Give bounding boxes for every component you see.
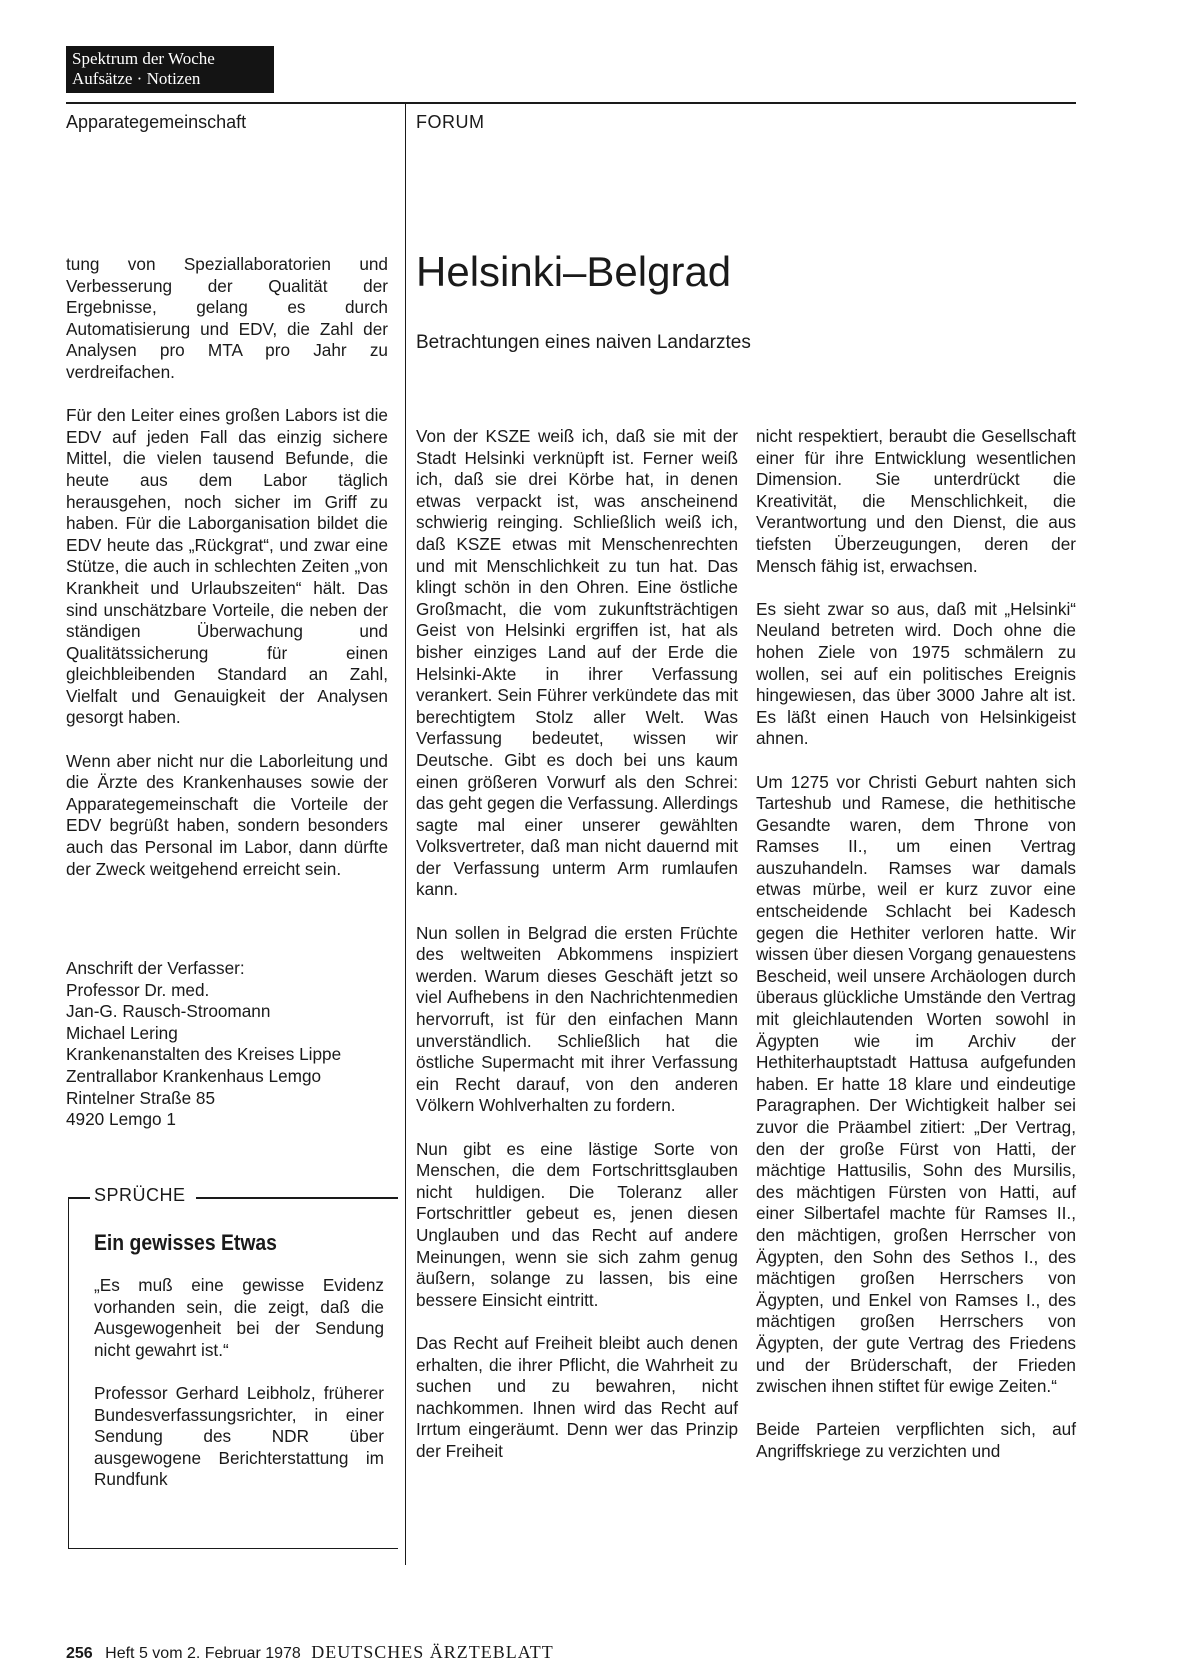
quote-box-label: SPRÜCHE: [94, 1185, 186, 1205]
right-paragraph: Um 1275 vor Christi Geburt nahten sich Tarteshub und Ramese, die hethitische Gesandte waren, dem Throne von Ramses II., um einen Vertrag auszuhandeln. Ramses war damals etwas mürbe, weil er kurz zuvor eine entscheidende Schlacht bei Kadesch gegen die Hethiter verloren hatte. Wir wissen über diesen Vorgang genauestens Bescheid, weil unsere Archäologen durch überaus glückliche Umstände den Vertrag mit gleichlautenden Worten sowohl in Ägypten wie im Archiv der Hethiterhauptstadt Hattusa aufgefunden haben. Er hatte 18 klare und eindeutige Paragraphen. Der Wichtigkeit halber sei zuvor die Präambel zitiert: „Der Vertrag, den der große Fürst von Hatti, der mächtige Hattusilis, Sohn des Mursilis, des mächtigen Fürsten von Hatti, auf einer Silbertafel machte für Ramses II., den mächtigen, großen Herrscher von Ägypten, den Sohn des Sethos I., des mächtigen großen Herrschers von Ägypten, und Enkel von Ramses I., des mächtigen großen Herrschers von Ägypten, der gute Vertrag des Friedens und der Brüderschaft, der Frieden zwischen ihnen stiftet für ewige Zeiten.“: [756, 771, 1076, 1397]
middle-paragraph: Das Recht auf Freiheit bleibt auch denen erhalten, die ihrer Pflicht, die Wahrheit zu suchen und zu bewahren, nicht nachkommen. Ihnen wird das Recht auf Irrtum eingeräumt. Denn wer das Prinzip der Freiheit: [416, 1332, 738, 1461]
address-line: Anschrift der Verfasser:: [66, 958, 245, 978]
article-subtitle: Betrachtungen eines naiven Landarztes: [416, 332, 751, 353]
address-line: Rintelner Straße 85: [66, 1087, 216, 1108]
author-address: [66, 958, 396, 1131]
middle-paragraph: Von der KSZE weiß ich, daß sie mit der Stadt Helsinki verknüpft ist. Ferner weiß ich, daß sie drei Körbe hat, in denen etwas verpackt ist, was anscheinend schwierig reinging. Schließlich weiß ich, daß KSZE etwas mit Menschenrechten und mit Menschlichkeit zu tun hat. Das klingt schön in den Ohren. Eine östliche Großmacht, die vom zukunftsträchtigen Geist von Helsinki ergriffen ist, hat als bisher einziges Land auf der Erde die Helsinki-Akte in ihrer Verfassung verankert. Sein Führer verkündete das mit berechtigtem Stolz aller Welt. Was Verfassung bedeutet, wissen wir Deutsche. Gibt es doch bei uns kaum einen größeren Vorwurf als den Schrei: das geht gegen die Verfassung. Allerdings sagte mal einer unserer gewählten Volksvertreter, daß man nicht dauernd mit der Verfassung unterm Arm rumlaufen kann.: [416, 426, 738, 900]
top-rule: [66, 102, 1076, 104]
middle-paragraph: Nun sollen in Belgrad die ersten Früchte des weltweiten Abkommens inspiziert werden. Warum dieses Geschäft jetzt so viel Aufhebens in den Nachrichtenmedien hervorruft, ist für den einfachen Mann unverständlich. Schließlich hat die östliche Supermacht mit ihrer Verfassung ein Recht darauf, von den anderen Völkern Wohlverhalten zu fordern.: [416, 922, 738, 1116]
page-footer: [66, 1642, 554, 1663]
left-paragraph: Für den Leiter eines großen Labors ist die EDV auf jeden Fall das einzig sichere Mittel, die vielen tausend Befunde, die heute aus dem Labor täglich herausgehen, noch sicher im Griff zu haben. Für die Laborganisation bildet die EDV heute das „Rückgrat“, und zwar eine Stütze, die auch in schlechten Zeiten „von Krankheit und Urlaubszeiten“ hält. Das sind unschätzbare Vorteile, die neben der ständigen Überwachung und Qualitätssicherung für einen gleichbleibenden Standard an Zahl, Vielfalt und Genauigkeit der Analysen gesorgt haben.: [66, 405, 388, 728]
issue-info: Heft 5 vom 2. Februar 1978: [105, 1645, 301, 1662]
page-number: 256: [66, 1645, 93, 1662]
quote-box-body: [94, 1275, 384, 1513]
address-line: Zentrallabor Krankenhaus Lemgo: [66, 1065, 322, 1086]
right-column: [756, 426, 1076, 1484]
header-line-1: Spektrum der Woche: [72, 49, 215, 68]
column-divider: [405, 103, 406, 1565]
right-paragraph: Es sieht zwar so aus, daß mit „Helsinki“ Neuland betreten wird. Doch ohne die hohen Ziele von 1975 schmälern zu wollen, sei auf ein politisches Ereignis hingewiesen, das über 3000 Jahre alt ist. Es läßt einen Hauch von Helsinkigeist ahnen.: [756, 598, 1076, 749]
left-paragraph: Wenn aber nicht nur die Laborleitung und die Ärzte des Krankenhauses sowie der Apparategemeinschaft die Vorteile der EDV begrüßt haben, sondern besonders auch das Personal im Labor, dann dürfte der Zweck weitgehend erreicht sein.: [66, 750, 388, 879]
address-line: 4920 Lemgo 1: [66, 1109, 176, 1130]
journal-name: DEUTSCHES ÄRZTEBLATT: [311, 1642, 554, 1662]
right-paragraph: nicht respektiert, beraubt die Gesellschaft einer für ihre Entwicklung wesentlichen Dimension. Sie unterdrückt die Kreativität, die Menschlichkeit, die Verantwortung und den Dienst, die aus tiefsten Überzeugungen, deren der Mensch fähig ist, erwachsen.: [756, 426, 1076, 576]
quote-text: „Es muß eine gewisse Evidenz vorhanden sein, die zeigt, daß die Ausgewogenheit bei der Sendung nicht gewahrt ist.“: [94, 1275, 384, 1360]
section-label-left: Apparategemeinschaft: [66, 112, 247, 132]
quote-box-rule: [196, 1197, 398, 1199]
left-paragraph: tung von Speziallaboratorien und Verbesserung der Qualität der Ergebnisse, gelang es durch Automatisierung und EDV, die Zahl der Analysen pro MTA pro Jahr zu verdreifachen.: [66, 254, 388, 382]
quote-box-rule: [68, 1197, 90, 1199]
address-line: Michael Lering: [66, 1022, 178, 1043]
quote-attribution: Professor Gerhard Leibholz, früherer Bundesverfassungsrichter, in einer Sendung des NDR über ausgewogene Berichterstattung im Rundfunk: [94, 1382, 384, 1490]
article-title: Helsinki–Belgrad: [416, 248, 732, 295]
section-label-right: FORUM: [416, 112, 485, 132]
right-paragraph: Beide Parteien verpflichten sich, auf Angriffskriege zu verzichten und: [756, 1419, 1076, 1461]
middle-paragraph: Nun gibt es eine lästige Sorte von Menschen, die dem Fortschrittsglauben nicht huldigen. Die Toleranz aller Fortschrittler gebeut es, jenen diesen Unglauben und das Recht auf andere Meinungen, wenn sie sich zahm genug äußern, solange zu lassen, bis eine bessere Einsicht eintritt.: [416, 1138, 738, 1310]
section-header-box: [66, 46, 274, 93]
address-line: Krankenanstalten des Kreises Lippe: [66, 1044, 342, 1065]
quote-box-title: Ein gewisses Etwas: [94, 1230, 277, 1255]
address-line: Professor Dr. med.: [66, 979, 210, 1000]
address-line: Jan-G. Rausch-Stroomann: [66, 1001, 271, 1022]
left-column: [66, 254, 388, 902]
header-line-2: Aufsätze · Notizen: [72, 69, 201, 88]
middle-column: [416, 426, 738, 1484]
